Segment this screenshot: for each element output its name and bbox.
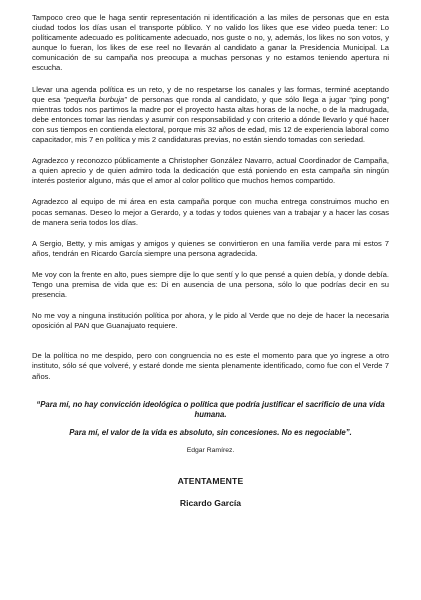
body-paragraph [32, 13, 389, 74]
emphasis-text: “pequeña burbuja” [63, 94, 127, 104]
closing-block [32, 476, 389, 508]
paragraph-text: A Sergio, Betty, y mis amigas y amigos y quienes se convirtieron en una familia verde para mi estos 7 años, tendrán en Ricardo García siempre una persona agradecida. [32, 238, 389, 258]
paragraph-text: Llevar una agenda política es un reto, y de no respetarse los canales y las formas, terminé aceptando que esa [32, 84, 389, 104]
body-text [32, 13, 389, 382]
body-paragraph [32, 197, 389, 227]
paragraph-text: Agradezco y reconozco públicamente a Christopher González Navarro, actual Coordinador de Campaña, a quien aprecio y de quien admiro toda la dedicación que está poniendo en esta campaña sin ningún interés posterior alguno, más que el amor al color político que muchos hemos compartido. [32, 156, 389, 186]
body-paragraph [32, 239, 389, 259]
body-paragraph [32, 270, 389, 300]
body-paragraph [32, 311, 389, 331]
body-paragraph [32, 156, 389, 186]
body-paragraph [32, 85, 389, 146]
paragraph-text: Agradezco al equipo de mi área en esta campaña porque con mucha entrega construimos mucho en pocas semanas. Deseo lo mejor a Gerardo, y a todas y todos quienes van a trabajar y a hacer las cosas de manera seria todos los días. [32, 197, 389, 227]
body-paragraph [32, 351, 389, 381]
quote-line: Para mí, el valor de la vida es absoluto, sin concesiones. No es negociable”. [69, 428, 352, 438]
signer-name: Ricardo García [179, 497, 242, 508]
paragraph-text: De la política no me despido, pero con congruencia no es este el momento para que yo ingrese a otro instituto, sólo sé que volveré, y estaré donde me sienta plenamente identificado, como fue con el Verde 7 años. [32, 351, 389, 381]
paragraph-text: Tampoco creo que le haga sentir representación ni identificación a las miles de personas que en esta ciudad todos los días usan el transporte público. Y no valido los likes que ese video pueda tener: Lo políticamente adecuado es políticamente adecuado, nos guste o no, y, además, los likes no son votos, y aunque lo fueran, los likes de ese reel no llevarán al candidato a ganar la Presidencia Municipal. La comunicación de su campaña nos preocupa a muchas personas y no estamos teniendo apertura ni escucha. [32, 13, 389, 73]
quote-author: Edgar Ramírez. [186, 446, 235, 454]
quote-block [32, 400, 389, 454]
paragraph-text: de personas que ronda al candidato, y que sólo llega a jugar “ping pong” mientras todos nos partimos la madre por el proyecto hasta altas horas de la noche, o de la madrugada, debe entonces tomar las riendas y asumir con responsabilidad y con criterio a dónde llevarlo y qué hacer con sus tiempos en contienda electoral, porque mis 32 años de edad, mis 12 de experiencia laboral como capacitador, mis 7 en política y mis 2 candidaturas previas, no están siendo tomadas con seriedad. [32, 94, 389, 145]
paragraph-text: Me voy con la frente en alto, pues siempre dije lo que sentí y lo que pensé a quien debía, y donde debía. Tengo una premisa de vida que es: Di en ausencia de una persona, sólo lo que podrías decir en su presencia. [32, 269, 389, 300]
paragraph-text: No me voy a ninguna institución política por ahora, y le pido al Verde que no deje de hacer la necesaria oposición al PAN que Guanajuato requiere. [32, 311, 389, 331]
closing-salutation: ATENTAMENTE [177, 475, 244, 486]
quote-line: “Para mí, no hay convicción ideológica o política que podría justificar el sacrificio de una vida humana. [36, 399, 385, 420]
